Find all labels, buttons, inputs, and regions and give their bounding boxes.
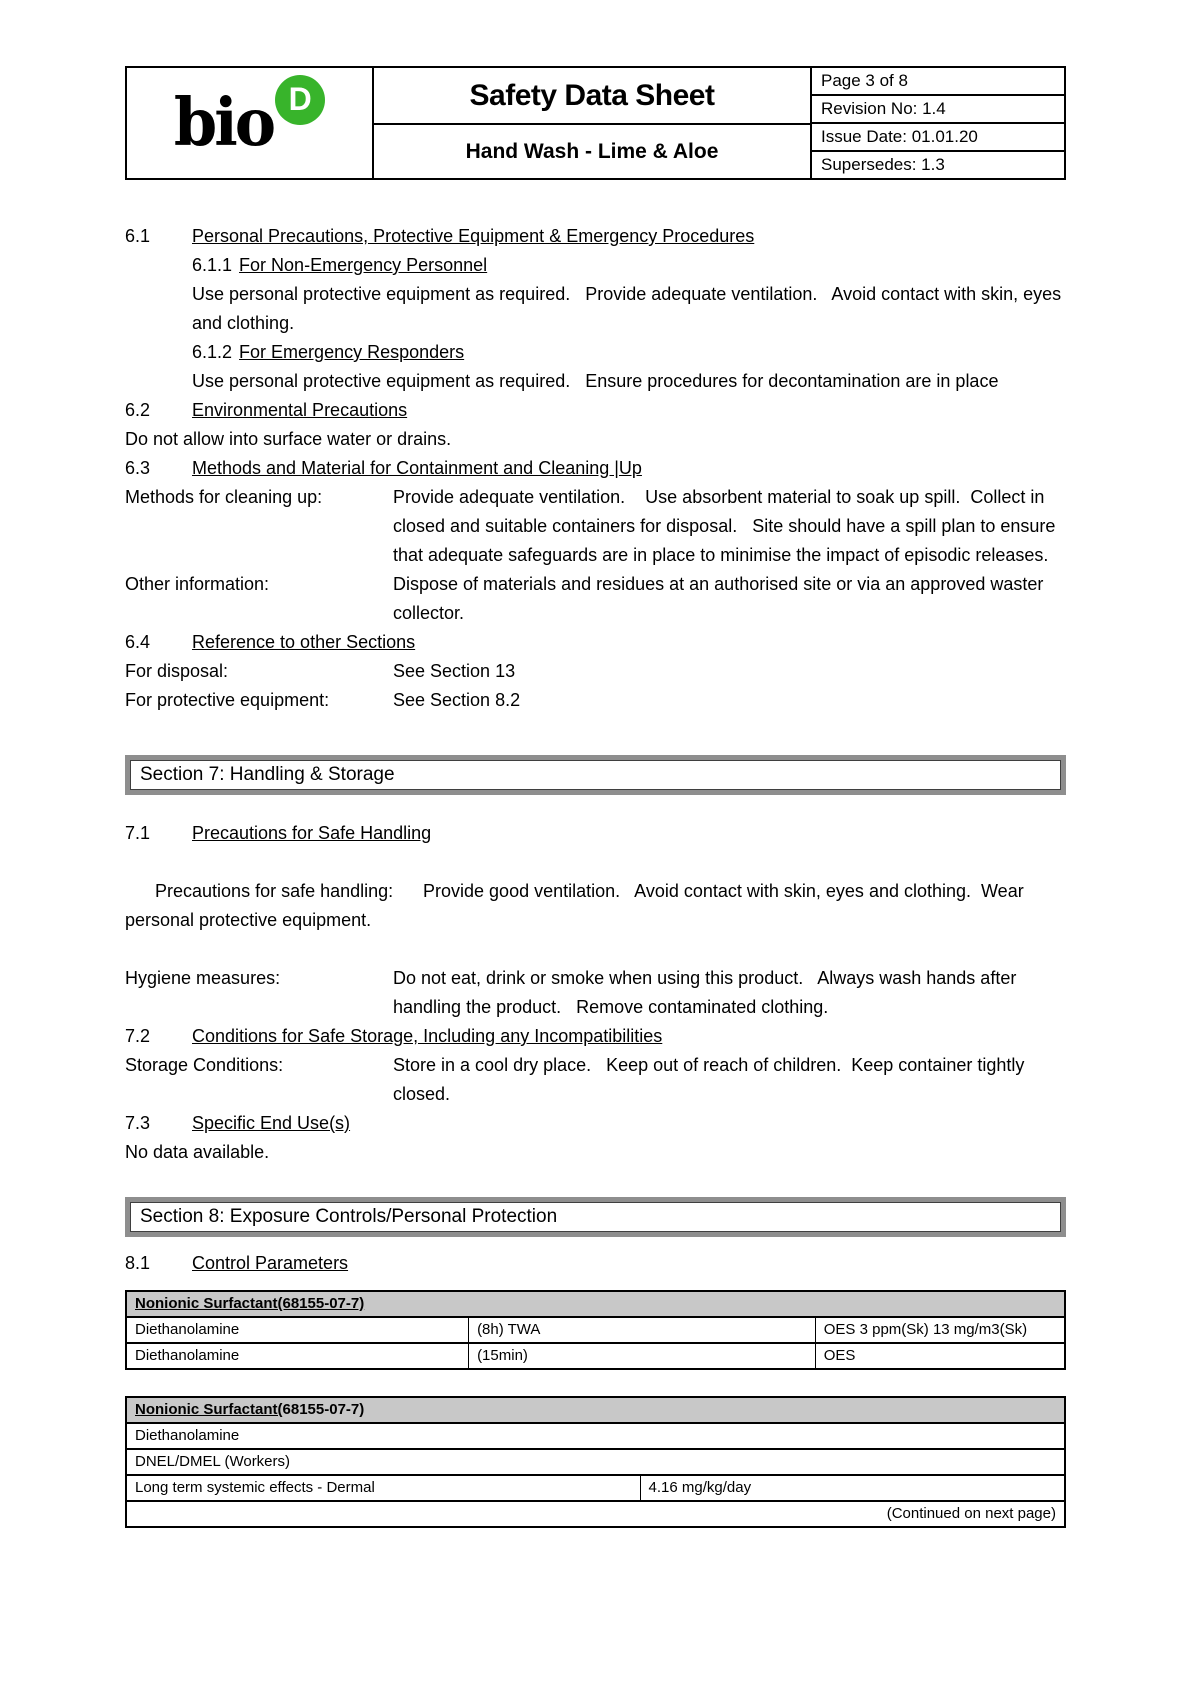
heading-6-3	[125, 454, 1066, 483]
paragraph-6-2: Do not allow into surface water or drains.	[125, 429, 452, 449]
meta-page-number: Page 3 of 8	[812, 68, 1064, 96]
heading-6-3-number: 6.3	[125, 458, 151, 478]
brand-logo-wrap	[173, 81, 325, 161]
heading-7-3	[125, 1109, 1066, 1138]
substance-cell: Diethanolamine	[135, 1347, 240, 1364]
for-protective-equipment-label: For protective equipment:	[125, 690, 330, 710]
heading-6-1-1-title: For Non-Emergency Personnel	[239, 255, 488, 275]
document-title: Safety Data Sheet	[374, 68, 810, 125]
storage-conditions-row	[125, 1051, 1066, 1109]
methods-for-cleaning-label: Methods for cleaning up:	[125, 487, 323, 507]
heading-6-1-1	[192, 251, 1066, 280]
paragraph-7-3: No data available.	[125, 1142, 270, 1162]
dnel-table-title-rest: 68155-07-7)	[282, 1401, 365, 1418]
exposure-limits-table	[125, 1290, 1066, 1370]
other-information-label: Other information:	[125, 574, 270, 594]
meta-issue-date: Issue Date: 01.01.20	[812, 124, 1064, 152]
brand-logo-badge-icon: D	[275, 75, 325, 125]
heading-6-1-title: Personal Precautions, Protective Equipment & Emergency Procedures	[192, 226, 755, 246]
heading-6-1-1-number: 6.1.1	[192, 255, 233, 275]
product-name: Hand Wash - Lime & Aloe	[465, 139, 719, 163]
heading-6-1-number: 6.1	[125, 226, 151, 246]
table-row: Diethanolamine	[135, 1427, 240, 1444]
heading-8-1-title: Control Parameters	[192, 1253, 349, 1273]
heading-6-4	[125, 628, 1066, 657]
heading-6-3-title: Methods and Material for Containment and Cleaning |Up	[192, 458, 642, 478]
hygiene-measures-value: Do not eat, drink or smoke when using this product. Always wash hands after handling the product. Remove contaminated clothing.	[393, 968, 1022, 1017]
storage-conditions-label: Storage Conditions:	[125, 1055, 284, 1075]
section-7-banner-title: Section 7: Handling & Storage	[130, 760, 1061, 790]
section-8-banner-title: Section 8: Exposure Controls/Personal Protection	[130, 1202, 1061, 1232]
storage-conditions-value: Store in a cool dry place. Keep out of reach of children. Keep container tightly closed.	[393, 1055, 1030, 1104]
header-meta-cell	[810, 68, 1064, 178]
heading-8-1-number: 8.1	[125, 1253, 151, 1273]
effect-type-cell: Long term systemic effects - Dermal	[135, 1479, 375, 1496]
methods-for-cleaning-value: Provide adequate ventilation. Use absorbent material to soak up spill. Collect in closed and suitable containers for disposal. Site should have a spill plan to ensure that adequate safeguards are in place to minimise the impact of episodic releases.	[393, 487, 1061, 565]
section-8-banner	[125, 1197, 1066, 1237]
hygiene-measures-label: Hygiene measures:	[125, 968, 281, 988]
dnel-table-title-underlined: Nonionic Surfactant(	[135, 1401, 283, 1418]
exposure-period-cell: (15min)	[468, 1344, 815, 1368]
heading-6-2-title: Environmental Precautions	[192, 400, 408, 420]
dnel-dmel-table	[125, 1396, 1066, 1528]
heading-7-3-number: 7.3	[125, 1113, 151, 1133]
paragraph-6-1-2: Use personal protective equipment as required. Ensure procedures for decontamination are in place	[192, 371, 999, 391]
heading-7-1	[125, 819, 1066, 848]
for-disposal-value: See Section 13	[393, 661, 516, 681]
hygiene-measures-row	[125, 964, 1066, 1022]
section-6-content	[125, 222, 1066, 715]
continued-note: (Continued on next page)	[127, 1500, 1064, 1526]
header-title-cell	[374, 68, 810, 178]
heading-7-2	[125, 1022, 1066, 1051]
heading-7-2-number: 7.2	[125, 1026, 151, 1046]
heading-8-1	[125, 1249, 1066, 1278]
other-information-row	[125, 570, 1066, 628]
brand-logo	[127, 68, 374, 178]
section-7-content	[125, 819, 1066, 1167]
table-row	[127, 1474, 1064, 1500]
table-row	[127, 1342, 1064, 1368]
heading-6-2-number: 6.2	[125, 400, 151, 420]
dnel-table-title-row	[127, 1398, 1064, 1424]
heading-6-2	[125, 396, 1066, 425]
heading-6-4-number: 6.4	[125, 632, 151, 652]
meta-revision: Revision No: 1.4	[812, 96, 1064, 124]
precautions-safe-handling-label: Precautions for safe handling:	[155, 881, 394, 901]
for-disposal-label: For disposal:	[125, 661, 229, 681]
brand-logo-text: bio	[173, 84, 274, 161]
limit-value-cell: OES 3 ppm(Sk) 13 mg/m3(Sk)	[815, 1318, 1064, 1342]
for-protective-equipment-row	[125, 686, 1066, 715]
limit-value-cell: OES	[815, 1344, 1064, 1368]
exposure-table-title-row	[127, 1292, 1064, 1318]
exposure-table-title-underlined: Nonionic Surfactant(68155-07-7)	[135, 1295, 365, 1312]
heading-7-1-title: Precautions for Safe Handling	[192, 823, 432, 843]
meta-supersedes: Supersedes: 1.3	[821, 155, 945, 174]
section-7-banner	[125, 755, 1066, 795]
precautions-safe-handling-row	[125, 848, 1066, 964]
heading-7-1-number: 7.1	[125, 823, 151, 843]
substance-cell: Diethanolamine	[135, 1321, 240, 1338]
heading-6-4-title: Reference to other Sections	[192, 632, 416, 652]
heading-7-2-title: Conditions for Safe Storage, Including any Incompatibilities	[192, 1026, 663, 1046]
heading-6-1-2-number: 6.1.2	[192, 342, 233, 362]
dnel-value-cell: 4.16 mg/kg/day	[640, 1476, 1064, 1500]
table-row: DNEL/DMEL (Workers)	[127, 1448, 1064, 1474]
heading-6-1-2-title: For Emergency Responders	[239, 342, 465, 362]
header-table	[125, 66, 1066, 180]
table-row	[127, 1318, 1064, 1342]
for-protective-equipment-value: See Section 8.2	[393, 690, 521, 710]
precautions-safe-handling-value: Provide good ventilation. Avoid contact with skin, eyes and clothing. Wear personal protective equipment.	[125, 881, 1029, 930]
heading-7-3-title: Specific End Use(s)	[192, 1113, 351, 1133]
methods-for-cleaning-row	[125, 483, 1066, 570]
other-information-value: Dispose of materials and residues at an authorised site or via an approved waster collector.	[393, 574, 1049, 623]
for-disposal-row	[125, 657, 1066, 686]
heading-6-1	[125, 222, 1066, 251]
exposure-period-cell: (8h) TWA	[468, 1318, 815, 1342]
heading-6-1-2	[192, 338, 1066, 367]
paragraph-6-1-1: Use personal protective equipment as required. Provide adequate ventilation. Avoid contact with skin, eyes and clothing.	[192, 284, 1067, 333]
